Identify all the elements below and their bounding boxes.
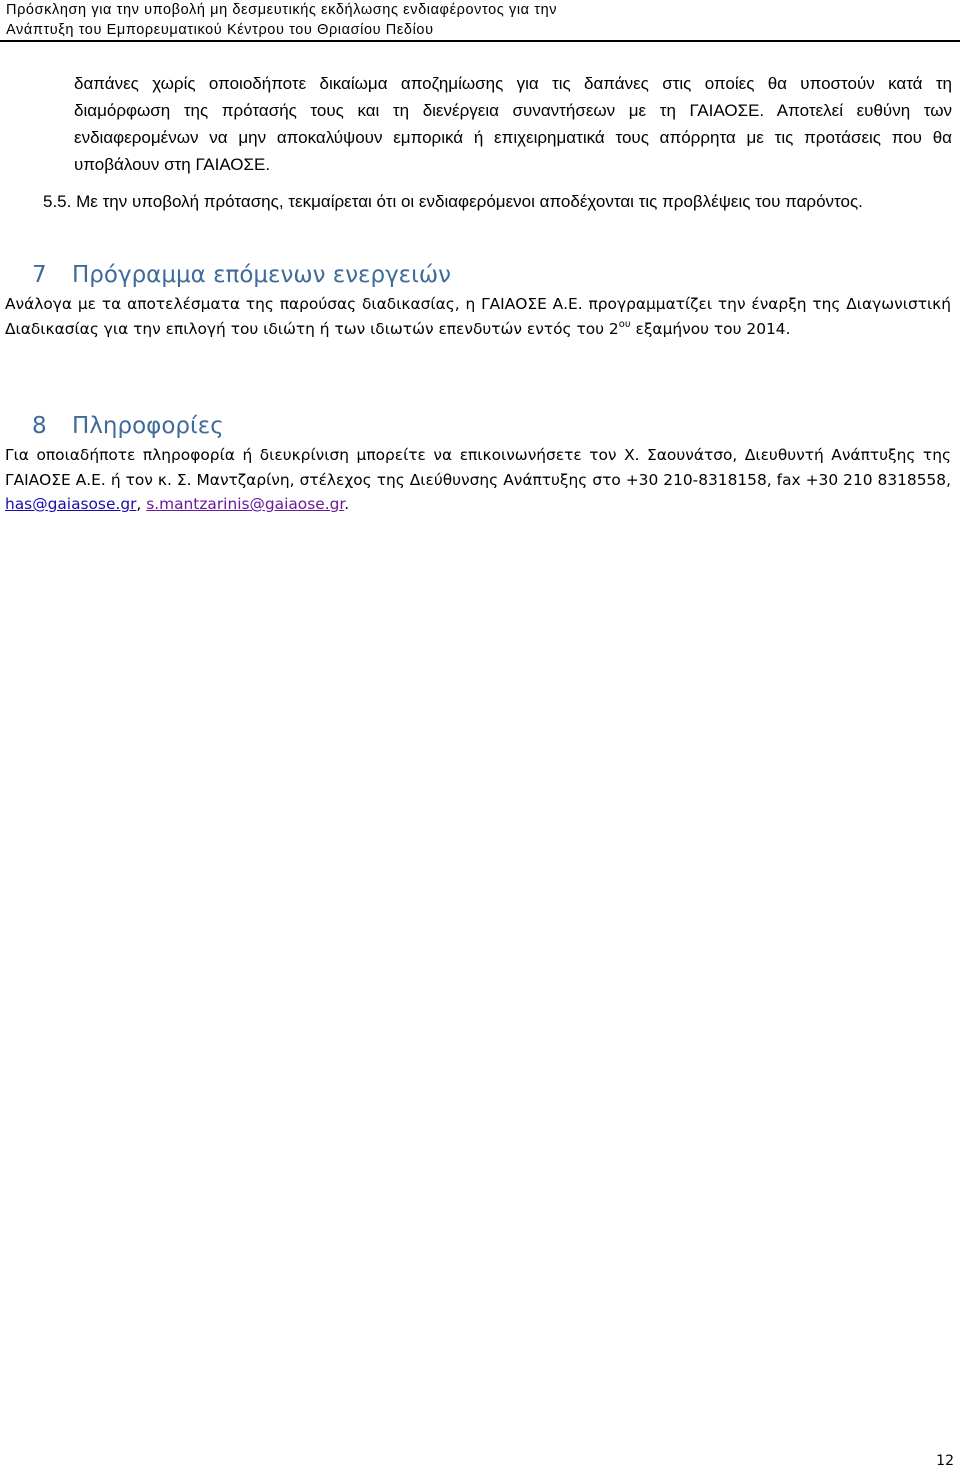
- section-7-heading: [32, 260, 451, 290]
- section-8-line-2: ΓΑΙΑΟΣΕ Α.Ε. ή τον κ. Σ. Μαντζαρίνη, στέλεχος της Διεύθυνσης Ανάπτυξης στο +30 210-8318158, fax +30 210 8318558,: [5, 470, 951, 489]
- line-end-period: .: [344, 495, 350, 513]
- clause-text: Με την υποβολή πρότασης, τεκμαίρεται ότι οι ενδιαφερόμενοι αποδέχονται τις προβλέψεις του παρόντος.: [76, 192, 863, 211]
- section-8-title: Πληροφορίες: [72, 413, 224, 439]
- header-title-line-1: Πρόσκληση για την υποβολή μη δεσμευτικής εκδήλωσης ενδιαφέροντος για την: [6, 2, 558, 18]
- email-link-has[interactable]: has@gaiasose.gr: [5, 495, 137, 513]
- intro-line: διαμόρφωση της πρότασής τους και τη διενέργεια συναντήσεων με τη ΓΑΙΑΟΣΕ. Αποτελεί ευθύνη των: [74, 101, 952, 120]
- ordinal-superscript: ου: [618, 318, 631, 330]
- clause-5-5: [43, 188, 863, 215]
- email-link-mantzarinis[interactable]: s.mantzarinis@gaiaose.gr: [146, 495, 345, 513]
- section-7-line-2: [5, 317, 951, 342]
- header-title-line-2: Ανάπτυξη του Εμπορευματικού Κέντρου του Θριασίου Πεδίου: [6, 22, 434, 38]
- section-8-body: [5, 443, 951, 517]
- section-7-line-1: Ανάλογα με τα αποτελέσματα της παρούσας διαδικασίας, η ΓΑΙΑΟΣΕ Α.Ε. προγραμματίζει την έναρξη της Διαγωνιστική: [5, 295, 951, 313]
- section-8-line-1: Για οποιαδήποτε πληροφορία ή διευκρίνιση μπορείτε να επικοινωνήσετε τον Χ. Σαουνάτσο, Διευθυντή Ανάπτυξης της: [5, 446, 951, 464]
- section-8-heading: [32, 411, 224, 441]
- intro-line: υποβάλουν στη ΓΑΙΑΟΣΕ.: [74, 155, 271, 174]
- intro-line: ενδιαφερομένων να μην αποκαλύψουν εμπορικά ή επιχειρηματικά τους απόρρητα με τις προτάσεις που θα: [74, 128, 952, 147]
- section-7-line-2-text: Διαδικασίας για την επιλογή του ιδιώτη ή των ιδιωτών επενδυτών εντός του 2: [5, 319, 619, 338]
- section-7-line-2-end: εξαμήνου του 2014.: [630, 319, 791, 338]
- intro-line: δαπάνες χωρίς οποιοδήποτε δικαίωμα αποζημίωσης για τις δαπάνες στις οποίες θα υποστούν κατά τη: [74, 74, 952, 93]
- clause-number: 5.5.: [43, 192, 72, 211]
- section-7-number: 7: [32, 262, 47, 288]
- page-header: [0, 0, 960, 42]
- intro-paragraph: [74, 70, 952, 178]
- section-8-line-3: [5, 492, 951, 517]
- section-7-title: Πρόγραμμα επόμενων ενεργειών: [72, 262, 452, 288]
- page-number: 12: [936, 1453, 954, 1469]
- section-8-number: 8: [32, 413, 47, 439]
- email-separator: ,: [136, 495, 147, 513]
- section-7-body: [5, 292, 951, 341]
